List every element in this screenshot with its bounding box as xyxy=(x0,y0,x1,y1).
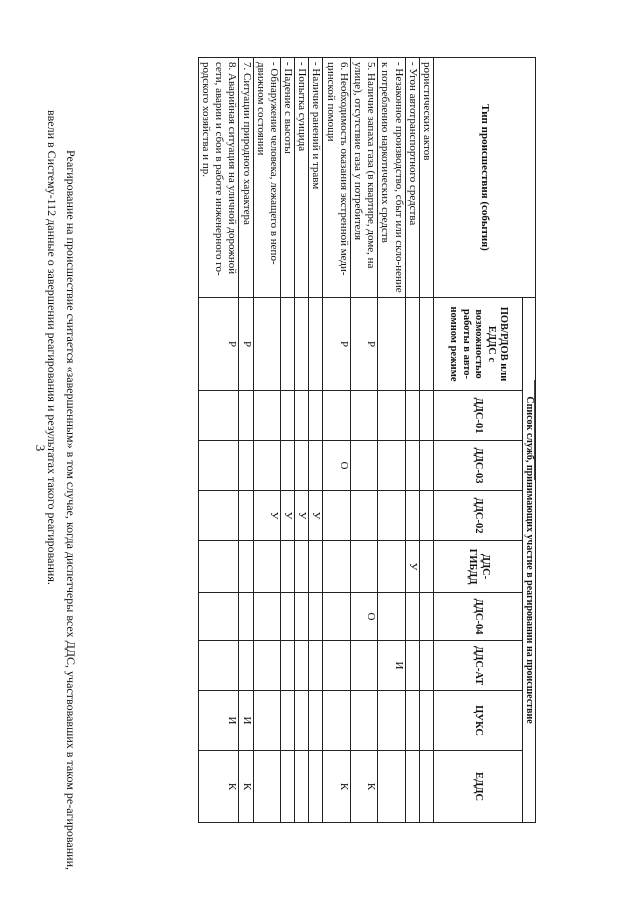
role-mark-cell xyxy=(405,391,419,441)
role-mark-cell: И xyxy=(378,641,405,691)
table-row xyxy=(309,58,323,823)
service-column-header: ДДС-03 xyxy=(434,441,523,491)
footer-paragraph: Реагирование на происшествие считается «завершенным» в том случае, когда диспетчеры всех ДДС, участвовавших в таком ре-агировании, ввели в Систему-112 данные о завершении реагирования и результатах такого реагирования. xyxy=(45,110,78,870)
role-mark-cell: У xyxy=(405,541,419,593)
role-mark-cell xyxy=(253,541,280,593)
role-mark-cell xyxy=(323,691,350,751)
role-mark-cell xyxy=(309,541,323,593)
role-mark-cell xyxy=(378,541,405,593)
role-mark-cell xyxy=(350,641,377,691)
service-column-header: ДДС-01 xyxy=(434,391,523,441)
role-mark-cell: К xyxy=(239,751,253,823)
role-mark-cell xyxy=(239,491,253,541)
role-mark-cell xyxy=(405,641,419,691)
role-mark-cell xyxy=(309,593,323,641)
service-column-header: ДДС-04 xyxy=(434,593,523,641)
service-column-header: ДДС-АТ xyxy=(434,641,523,691)
role-mark-cell xyxy=(280,441,294,491)
role-mark-cell: К xyxy=(323,751,350,823)
role-mark-cell xyxy=(295,391,309,441)
role-mark-cell xyxy=(295,593,309,641)
role-mark-cell: У xyxy=(253,491,280,541)
role-mark-cell: Р xyxy=(323,298,350,391)
role-mark-cell xyxy=(239,541,253,593)
role-mark-cell: Р xyxy=(350,298,377,391)
role-mark-cell xyxy=(280,691,294,751)
role-mark-cell xyxy=(253,391,280,441)
table-row xyxy=(419,58,433,823)
role-mark-cell xyxy=(280,751,294,823)
role-mark-cell xyxy=(198,641,239,691)
role-mark-cell xyxy=(280,391,294,441)
role-mark-cell xyxy=(323,391,350,441)
role-mark-cell xyxy=(419,541,433,593)
role-mark-cell xyxy=(309,298,323,391)
role-mark-cell xyxy=(419,593,433,641)
role-mark-cell xyxy=(405,751,419,823)
service-column-header: ЕДДС xyxy=(434,751,523,823)
role-mark-cell xyxy=(239,593,253,641)
role-mark-cell: О xyxy=(323,441,350,491)
table-row xyxy=(405,58,419,823)
role-mark-cell: Р xyxy=(239,298,253,391)
role-mark-cell xyxy=(378,298,405,391)
role-mark-cell xyxy=(309,391,323,441)
role-mark-cell xyxy=(378,751,405,823)
role-mark-cell xyxy=(405,441,419,491)
role-mark-cell xyxy=(253,298,280,391)
role-mark-cell xyxy=(378,441,405,491)
role-mark-cell xyxy=(323,541,350,593)
role-mark-cell xyxy=(198,541,239,593)
role-mark-cell xyxy=(378,691,405,751)
role-mark-cell xyxy=(198,391,239,441)
table-row xyxy=(239,58,253,823)
role-mark-cell xyxy=(295,691,309,751)
table-row xyxy=(280,58,294,823)
role-mark-cell: У xyxy=(295,491,309,541)
role-mark-cell xyxy=(280,593,294,641)
role-mark-cell: У xyxy=(280,491,294,541)
role-mark-cell xyxy=(253,641,280,691)
table-row xyxy=(350,58,377,823)
role-mark-cell xyxy=(239,391,253,441)
table-row xyxy=(253,58,280,823)
incident-type-cell: 5. Наличие запаха газа (в квартире, доме, на улице), отсутствие газа у потребителя xyxy=(350,58,377,298)
table-body xyxy=(198,58,433,823)
role-mark-cell xyxy=(378,491,405,541)
role-mark-cell xyxy=(323,491,350,541)
table-row xyxy=(295,58,309,823)
role-mark-cell xyxy=(253,593,280,641)
role-mark-cell xyxy=(295,541,309,593)
service-column-header: ЦУКС xyxy=(434,691,523,751)
table-row xyxy=(198,58,239,823)
incident-type-cell: 6. Необходимость оказания экстренной меди-цинской помощи xyxy=(323,58,350,298)
role-mark-cell xyxy=(295,751,309,823)
role-mark-cell xyxy=(239,441,253,491)
role-mark-cell xyxy=(350,491,377,541)
role-mark-cell xyxy=(239,641,253,691)
incident-type-cell: рористических актов xyxy=(419,58,433,298)
incident-type-cell: 8. Аварийная ситуация на уличной дорожной сети, аварии и сбои в работе инженерного го-родского хозяйства и пр. xyxy=(198,58,239,298)
type-column-header: Тип происшествия (события) xyxy=(434,58,536,298)
role-mark-cell xyxy=(253,691,280,751)
role-mark-cell xyxy=(309,691,323,751)
role-mark-cell xyxy=(350,541,377,593)
role-mark-cell xyxy=(350,691,377,751)
role-mark-cell xyxy=(295,298,309,391)
role-mark-cell: О xyxy=(350,593,377,641)
role-mark-cell xyxy=(419,491,433,541)
role-mark-cell: К xyxy=(198,751,239,823)
role-mark-cell xyxy=(309,641,323,691)
role-mark-cell xyxy=(280,541,294,593)
service-column-header: ДДС-02 xyxy=(434,491,523,541)
role-mark-cell xyxy=(280,298,294,391)
incident-type-cell: - Попытка суицида xyxy=(295,58,309,298)
role-mark-cell xyxy=(198,441,239,491)
role-mark-cell: Р xyxy=(198,298,239,391)
role-mark-cell: У xyxy=(309,491,323,541)
incident-type-cell: - Незаконное производство, сбыт или скло-нение к потреблению наркотических средств xyxy=(378,58,405,298)
role-mark-cell xyxy=(323,593,350,641)
role-mark-cell xyxy=(405,691,419,751)
role-mark-cell: И xyxy=(198,691,239,751)
role-mark-cell xyxy=(378,593,405,641)
role-mark-cell xyxy=(280,641,294,691)
service-column-header: ДДС-ГИБДД xyxy=(434,541,523,593)
incident-type-cell: - Падение с высоты xyxy=(280,58,294,298)
role-mark-cell xyxy=(253,751,280,823)
role-mark-cell xyxy=(419,298,433,391)
service-column-header: ПОВ/РДОВ или ЕДДС с возможностью работы в авто-номном режиме xyxy=(434,298,523,391)
incident-type-cell: - Угон автотранспортного средства xyxy=(405,58,419,298)
role-mark-cell xyxy=(198,593,239,641)
table-row xyxy=(323,58,350,823)
role-mark-cell: К xyxy=(350,751,377,823)
role-mark-cell xyxy=(198,491,239,541)
role-mark-cell xyxy=(419,691,433,751)
role-mark-cell xyxy=(309,441,323,491)
incident-type-cell: - Обнаружение человека, лежащего в непо-движном состоянии xyxy=(253,58,280,298)
role-mark-cell xyxy=(419,641,433,691)
role-mark-cell xyxy=(405,491,419,541)
services-group-header: Список служб, принимающих участие в реагировании на происшествие xyxy=(523,298,536,823)
role-mark-cell xyxy=(295,441,309,491)
role-mark-cell xyxy=(350,391,377,441)
page-number: 3 xyxy=(33,444,48,452)
incident-type-cell: - Наличие ранений и травм xyxy=(309,58,323,298)
table-row xyxy=(378,58,405,823)
role-mark-cell xyxy=(405,593,419,641)
role-mark-cell xyxy=(323,641,350,691)
role-mark-cell xyxy=(378,391,405,441)
role-mark-cell xyxy=(309,751,323,823)
role-mark-cell xyxy=(419,441,433,491)
role-mark-cell xyxy=(295,641,309,691)
response-services-table xyxy=(198,57,536,823)
role-mark-cell xyxy=(253,441,280,491)
role-mark-cell xyxy=(350,441,377,491)
role-mark-cell xyxy=(405,298,419,391)
role-mark-cell xyxy=(419,391,433,441)
role-mark-cell xyxy=(419,751,433,823)
role-mark-cell: И xyxy=(239,691,253,751)
incident-type-cell: 7. Ситуации природного характера xyxy=(239,58,253,298)
